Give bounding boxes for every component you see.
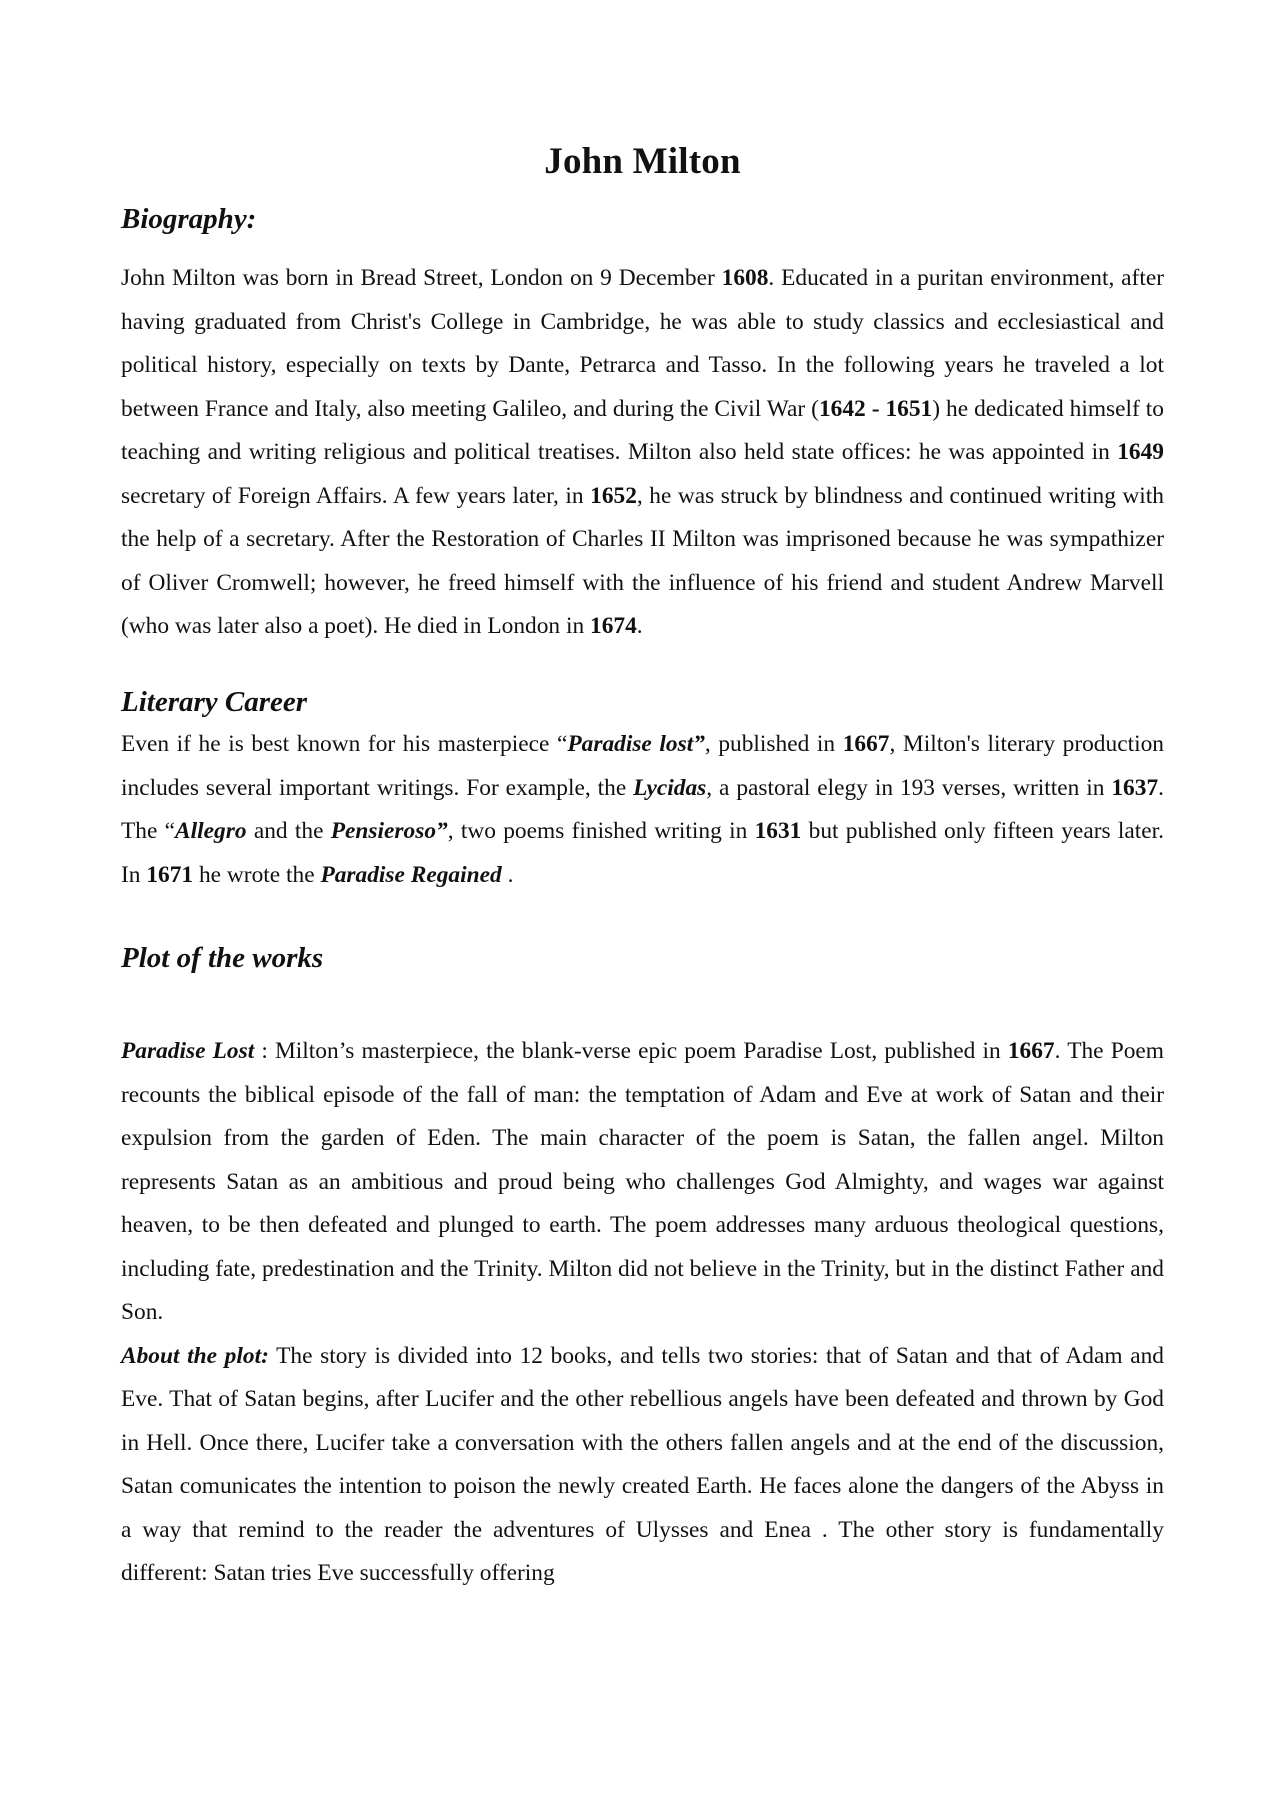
work-title-paradise-regained: Paradise Regained: [320, 861, 502, 888]
plot-heading: Plot of the works: [121, 942, 324, 975]
work-title-pensieroso: Pensieroso”: [330, 818, 448, 845]
paradise-lost-label: Paradise Lost: [121, 1038, 255, 1065]
year-1671: 1671: [146, 861, 194, 888]
literary-career-section: [121, 685, 1164, 898]
year-1667: 1667: [842, 731, 890, 758]
document-content: [121, 140, 1164, 1596]
about-plot-label: About the plot:: [121, 1342, 269, 1369]
plot-section: [121, 941, 1164, 1595]
work-title-lycidas: Lycidas: [633, 774, 707, 801]
year-1631: 1631: [754, 818, 802, 845]
year-1652: 1652: [590, 482, 637, 509]
paradise-lost-paragraph: Paradise Lost : Milton’s masterpiece, the blank-verse epic poem Paradise Lost, published in 1667. The Poem recounts the biblical episode of the fall of man: the temptation of Adam and Eve at work of Satan and their expulsion from the garden of Eden. The main character of the poem is Satan, the fallen angel. Milton represents Satan as an ambitious and proud being who challenges God Almighty, and wages war against heaven, to be then defeated and plunged to earth. The poem addresses many arduous theological questions, including fate, predestination and the Trinity. Milton did not believe in the Trinity, but in the distinct Father and Son.: [121, 1038, 1164, 1326]
year-1608: 1608: [721, 265, 769, 292]
biography-paragraph: John Milton was born in Bread Street, London on 9 December 1608. Educated in a puritan environment, after having graduated from Christ's College in Cambridge, he was able to study classics and ecclesiastical and political history, especially on texts by Dante, Petrarca and Tasso. In the following years he traveled a lot between France and Italy, also meeting Galileo, and during the Civil War (1642 - 1651) he dedicated himself to teaching and writing religious and political treatises. Milton also held state offices: he was appointed in 1649 secretary of Foreign Affairs. A few years later, in 1652, he was struck by blindness and continued writing with the help of a secretary. After the Restoration of Charles II Milton was imprisoned because he was sympathizer of Oliver Cromwell; however, he freed himself with the influence of his friend and student Andrew Marvell (who was later also a poet). He died in London in 1674.: [121, 265, 1164, 640]
civil-war-years: 1642 - 1651: [818, 395, 933, 422]
year-1674: 1674: [590, 613, 637, 640]
about-plot-paragraph: About the plot: The story is divided into 12 books, and tells two stories: that of Satan and that of Adam and Eve. That of Satan begins, after Lucifer and the other rebellious angels have been defeated and thrown by God in Hell. Once there, Lucifer take a conversation with the others fallen angels and at the end of the discussion, Satan comunicates the intention to poison the newly created Earth. He faces alone the dangers of the Abyss in a way that remind to the reader the adventures of Ulysses and Enea . The other story is fundamentally different: Satan tries Eve successfully offering: [121, 1342, 1164, 1587]
work-title-allegro: Allegro: [175, 818, 247, 845]
literary-career-heading: Literary Career: [121, 685, 308, 718]
biography-heading: Biography:: [121, 203, 257, 236]
year-1637: 1637: [1111, 774, 1159, 801]
page-title: John Milton: [544, 141, 741, 182]
biography-section: [121, 202, 1164, 648]
year-1649: 1649: [1117, 439, 1164, 466]
work-title-paradise-lost: Paradise lost”: [567, 731, 705, 758]
year-1667-plot: 1667: [1007, 1038, 1055, 1065]
literary-career-paragraph: Even if he is best known for his masterpiece “Paradise lost”, published in 1667, Milton's literary production includes several important writings. For example, the Lycidas, a pastoral elegy in 193 verses, written in 1637. The “Allegro and the Pensieroso”, two poems finished writing in 1631 but published only fifteen years later. In 1671 he wrote the Paradise Regained .: [121, 731, 1164, 888]
